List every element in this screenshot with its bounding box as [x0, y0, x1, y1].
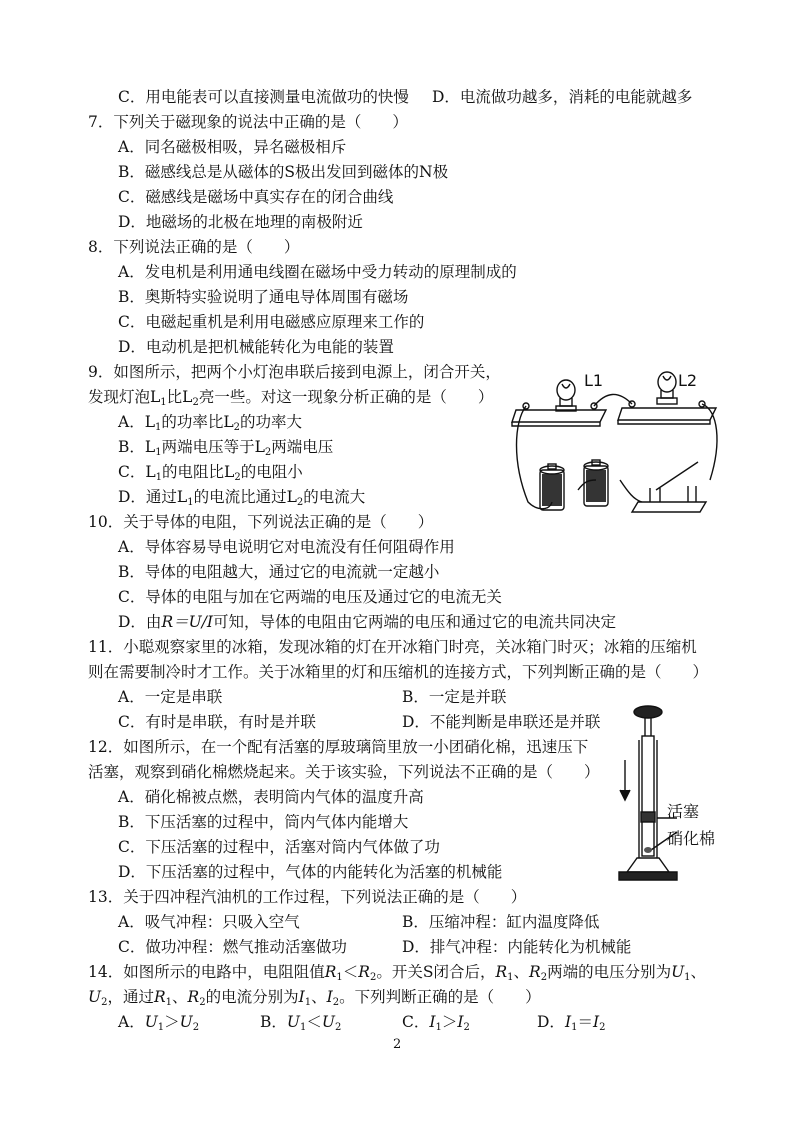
q8-stem: 8．下列说法正确的是（ ） — [88, 238, 300, 256]
q11-option-a: A．一定是串联 — [118, 688, 223, 706]
q14-stem-line1: 14．如图所示的电路中，电阻阻值$R_1<R_2$。开关S闭合后，$R_1$、$R_2$两端的电压分别为$U_1$、 — [88, 963, 707, 983]
q9-stem-line2: 发现灯泡$L_1$比$L_2$亮一些。对这一现象分析正确的是（ ） — [88, 388, 494, 408]
switch-icon — [632, 502, 706, 512]
q13-option-c: C．做功冲程：燃气推动活塞做功 — [118, 938, 347, 956]
q6-option-d: D．电流做功越多，消耗的电能就越多 — [432, 88, 693, 106]
fig-label-piston: 活塞 — [667, 802, 700, 821]
board-right — [618, 408, 716, 420]
q9-option-a: A．$L_1$的功率比$L_2$的功率大 — [118, 413, 303, 433]
q7-option-d: D．地磁场的北极在地理的南极附近 — [118, 213, 363, 231]
q6-option-c: C．用电能表可以直接测量电流做功的快慢 — [118, 88, 409, 106]
q8-option-b: B．奥斯特实验说明了通电导体周围有磁场 — [118, 288, 409, 306]
q8-option-a: A．发电机是利用通电线圈在磁场中受力转动的原理制成的 — [118, 263, 517, 281]
q10-stem: 10．关于导体的电阻，下列说法正确的是（ ） — [88, 513, 434, 531]
bulb-l2-icon — [658, 372, 676, 392]
q11-stem-line2: 则在需要制冷时才工作。关于冰箱里的灯和压缩机的连接方式，下列判断正确的是（ ） — [88, 663, 709, 681]
q12-option-c: C．下压活塞的过程中，活塞对筒内气体做了功 — [118, 838, 440, 856]
q14-option-c: C．$I_1>I_2$ — [402, 1013, 470, 1033]
q10-option-b: B．导体的电阻越大，通过它的电流就一定越小 — [118, 563, 440, 581]
q9-option-b: B．$L_1$两端电压等于$L_2$两端电压 — [118, 438, 334, 458]
q11-option-b: B．一定是并联 — [402, 688, 507, 706]
q7-option-a: A．同名磁极相吸，异名磁极相斥 — [118, 138, 347, 156]
q14-option-d: D．$I_1=I_2$ — [537, 1013, 606, 1033]
q7-stem: 7．下列关于磁现象的说法中正确的是（ ） — [88, 113, 408, 131]
q9-stem-line1: 9．如图所示，把两个小灯泡串联后接到电源上，闭合开关， — [88, 363, 501, 381]
q13-option-d: D．排气冲程：内能转化为机械能 — [402, 938, 632, 956]
q12-piston-figure — [605, 700, 730, 890]
q7-option-b: B．磁感线总是从磁体的S极出发回到磁体的N极 — [118, 163, 449, 181]
board-left — [512, 410, 606, 422]
q7-option-c: C．磁感线是磁场中真实存在的闭合曲线 — [118, 188, 394, 206]
q11-option-c: C．有时是串联，有时是并联 — [118, 713, 316, 731]
q14-stem-line2: $U_2$，通过$R_1$、$R_2$的电流分别为$I_1$、$I_2$。下列判断正确的是（ ） — [88, 988, 541, 1008]
q12-option-b: B．下压活塞的过程中，筒内气体内能增大 — [118, 813, 409, 831]
piston-knob-icon — [634, 706, 662, 718]
fig-label-l2: L2 — [678, 371, 698, 390]
q9-option-c: C．$L_1$的电阻比$L_2$的电阻小 — [118, 463, 303, 483]
q9-option-d: D．通过$L_1$的电流比通过$L_2$的电流大 — [118, 488, 366, 508]
q12-option-d: D．下压活塞的过程中，气体的内能转化为活塞的机械能 — [118, 863, 503, 881]
q11-stem-line1: 11．小聪观察家里的冰箱，发现冰箱的灯在开冰箱门时亮，关冰箱门时灭；冰箱的压缩机 — [88, 638, 697, 656]
bulb-l1-icon — [557, 380, 575, 400]
q10-option-c: C．导体的电阻与加在它两端的电压及通过它的电流无关 — [118, 588, 502, 606]
fig-label-cotton: 硝化棉 — [667, 829, 716, 848]
q10-option-a: A．导体容易导电说明它对电流没有任何阻碍作用 — [118, 538, 455, 556]
q12-stem-line1: 12．如图所示，在一个配有活塞的厚玻璃筒里放一小团硝化棉，迅速压下 — [88, 738, 589, 756]
page-number: 2 — [393, 1037, 402, 1052]
q13-option-b: B．压缩冲程：缸内温度降低 — [402, 913, 600, 931]
q8-option-c: C．电磁起重机是利用电磁感应原理来工作的 — [118, 313, 425, 331]
q9-circuit-figure — [510, 362, 725, 520]
q13-option-a: A．吸气冲程：只吸入空气 — [118, 913, 300, 931]
q11-option-d: D．不能判断是串联还是并联 — [402, 713, 601, 731]
q14-option-b: B．$U_1<U_2$ — [260, 1013, 342, 1033]
fig-label-l1: L1 — [584, 371, 604, 390]
q13-stem: 13．关于四冲程汽油机的工作过程，下列说法正确的是（ ） — [88, 888, 527, 906]
q10-option-d: D．由R＝U/I可知，导体的电阻由它两端的电压和通过它的电流共同决定 — [118, 613, 617, 631]
q14-option-a: A．$U_1>U_2$ — [118, 1013, 200, 1033]
q8-option-d: D．电动机是把机械能转化为电能的装置 — [118, 338, 394, 356]
cotton-icon — [644, 847, 652, 853]
q12-option-a: A．硝化棉被点燃，表明筒内气体的温度升高 — [118, 788, 424, 806]
q12-stem-line2: 活塞，观察到硝化棉燃烧起来。关于该实验，下列说法不正确的是（ ） — [88, 763, 600, 781]
